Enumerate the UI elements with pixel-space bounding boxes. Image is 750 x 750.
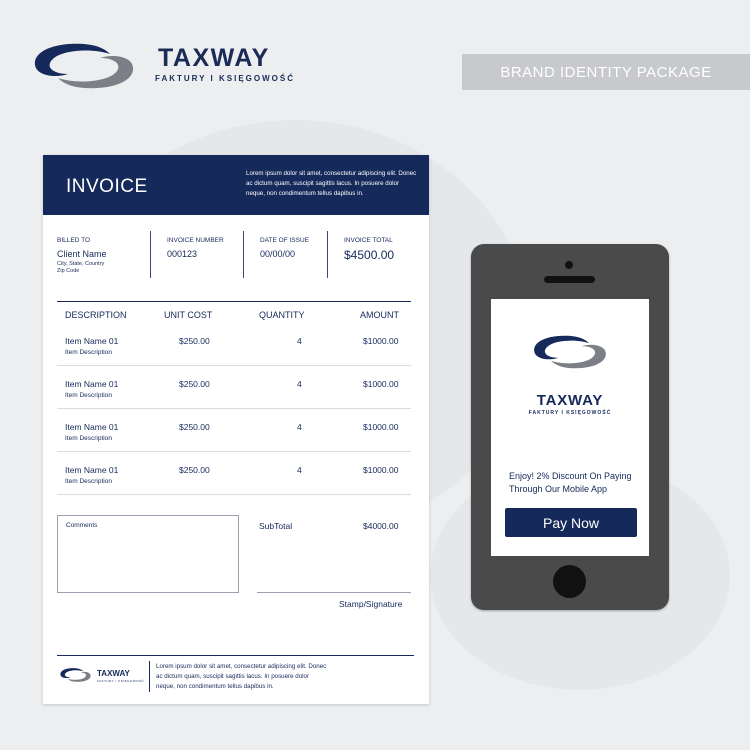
comments-label: Comments <box>66 522 98 529</box>
phone-brand-name: TAXWAY <box>536 392 604 409</box>
subtotal-value: $4000.00 <box>363 521 399 531</box>
brand-tagline: FAKTURY I KSIĘGOWOŚĆ <box>155 74 296 83</box>
taxway-logo-icon <box>28 40 140 92</box>
signature-line <box>257 592 411 593</box>
phone-mockup <box>471 244 669 610</box>
row-item-name: Item Name 01 <box>65 379 119 389</box>
comments-box[interactable] <box>57 515 239 593</box>
row-amount: $1000.00 <box>363 422 399 432</box>
invoice-document <box>43 155 429 704</box>
row-unit-cost: $250.00 <box>179 379 210 389</box>
meta-divider <box>327 231 328 278</box>
promo-text: Enjoy! 2% Discount On Paying Through Our Mobile App <box>509 471 632 494</box>
pay-now-button[interactable]: Pay Now <box>505 508 637 537</box>
row-item-desc: Item Description <box>65 435 112 442</box>
invoice-total: $4500.00 <box>344 248 395 262</box>
row-quantity: 4 <box>297 422 302 432</box>
taxway-logo-icon <box>58 667 93 683</box>
row-item-name: Item Name 01 <box>65 465 119 475</box>
row-amount: $1000.00 <box>363 336 399 346</box>
date-of-issue: 00/00/00 <box>260 249 296 259</box>
row-item-name: Item Name 01 <box>65 336 119 346</box>
row-divider <box>57 451 411 452</box>
phone-brand-tagline: FAKTURY I KSIĘGOWOŚĆ <box>528 410 612 416</box>
client-name: Client Name <box>57 249 107 259</box>
row-item-desc: Item Description <box>65 478 112 485</box>
home-button[interactable] <box>553 565 586 598</box>
client-zip: Zip Code <box>57 268 80 274</box>
meta-divider <box>243 231 244 278</box>
row-unit-cost: $250.00 <box>179 422 210 432</box>
column-unit-cost: UNIT COST <box>164 310 213 320</box>
phone-camera <box>565 261 573 269</box>
row-amount: $1000.00 <box>363 379 399 389</box>
row-divider <box>57 494 411 495</box>
row-unit-cost: $250.00 <box>179 336 210 346</box>
row-quantity: 4 <box>297 465 302 475</box>
row-item-desc: Item Description <box>65 392 112 399</box>
phone-speaker <box>544 276 595 283</box>
footer-divider <box>149 661 150 692</box>
row-quantity: 4 <box>297 336 302 346</box>
invoice-number: 000123 <box>167 249 198 259</box>
taxway-logo-icon <box>529 333 611 371</box>
column-description: DESCRIPTION <box>65 310 127 320</box>
row-unit-cost: $250.00 <box>179 465 210 475</box>
footer-brand-name: TAXWAY <box>97 669 130 678</box>
footer-text: Lorem ipsum dolor sit amet, consectetur adipiscing elit. Donec ac dictum quam, suscipit sagittis lacus. In posuere dolor neque, non condimentum tellus dapibus in. <box>156 663 327 690</box>
footer-rule <box>57 655 414 656</box>
row-divider <box>57 365 411 366</box>
invoice-title: INVOICE <box>66 176 148 197</box>
row-quantity: 4 <box>297 379 302 389</box>
row-item-desc: Item Description <box>65 349 112 356</box>
invoice-total-label: INVOICE TOTAL <box>344 237 393 244</box>
column-amount: AMOUNT <box>360 310 399 320</box>
invoice-number-label: INVOICE NUMBER <box>167 237 224 244</box>
meta-divider <box>150 231 151 278</box>
brand-name: TAXWAY <box>158 44 270 72</box>
billed-to-label: BILLED TO <box>57 237 90 244</box>
subtotal-label: SubTotal <box>259 521 293 531</box>
client-address: City, State, Country <box>57 261 105 267</box>
row-amount: $1000.00 <box>363 465 399 475</box>
stamp-signature-label: Stamp/Signature <box>339 599 403 609</box>
table-top-rule <box>57 301 411 302</box>
invoice-header-text: Lorem ipsum dolor sit amet, consectetur adipiscing elit. Donec ac dictum quam, suscipit sagittis lacus. In posuere dolor neque, non condimentum tellus dapibus in. <box>246 170 417 197</box>
row-item-name: Item Name 01 <box>65 422 119 432</box>
column-quantity: QUANTITY <box>259 310 305 320</box>
phone-screen <box>491 299 649 556</box>
date-of-issue-label: DATE OF ISSUE <box>260 237 309 244</box>
row-divider <box>57 408 411 409</box>
brand-identity-banner: BRAND IDENTITY PACKAGE <box>462 54 750 90</box>
footer-brand-tagline: FAKTURY I KSIĘGOWOŚĆ <box>97 679 145 683</box>
